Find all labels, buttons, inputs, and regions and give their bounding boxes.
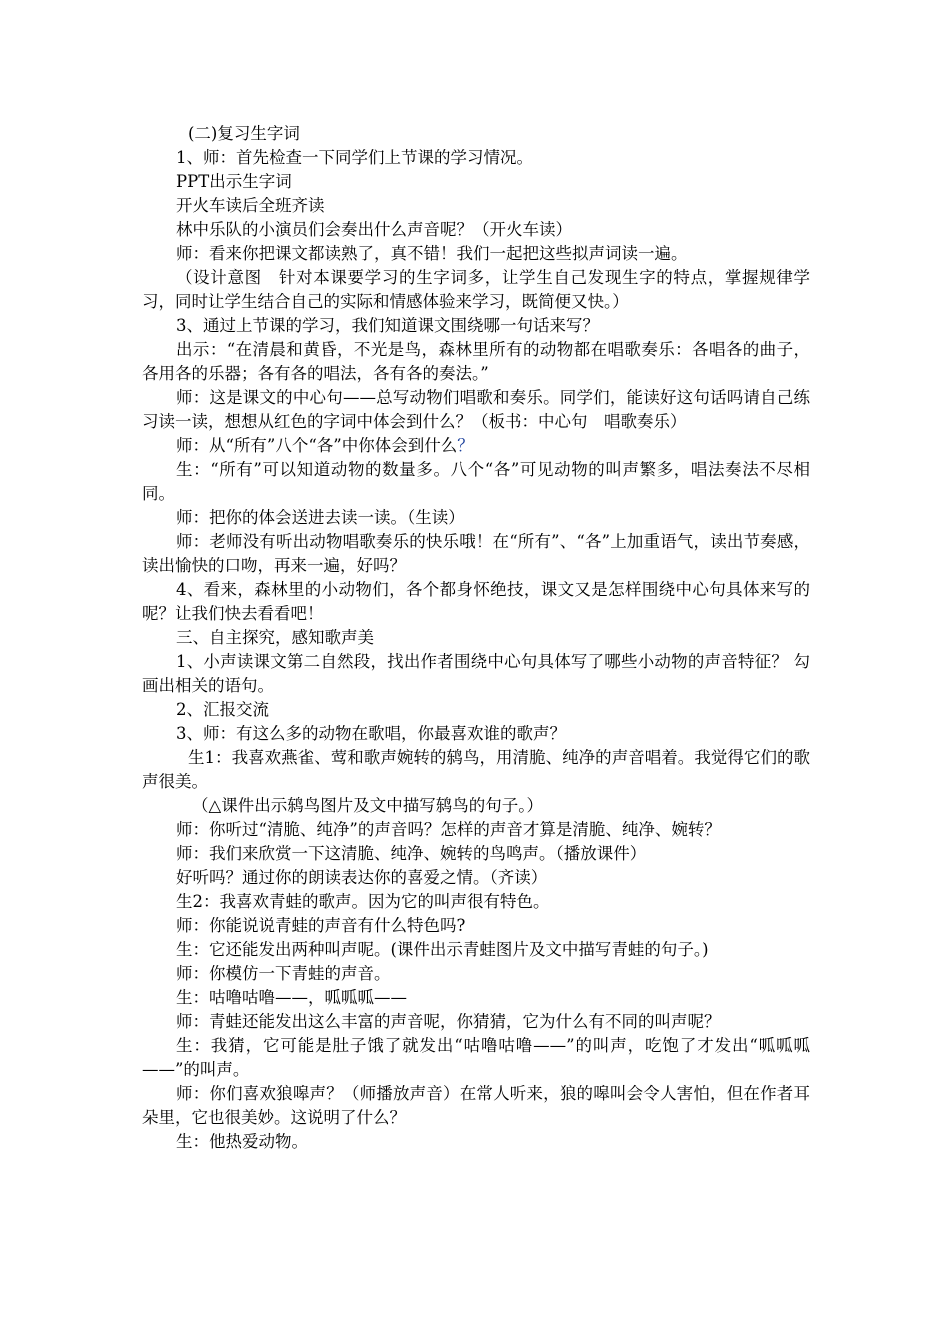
section-heading: (二)复习生字词: [188, 124, 300, 143]
paragraph: 3、通过上节课的学习，我们知道课文围绕哪一句话来写？: [176, 316, 599, 335]
paragraph: 师：看来你把课文都读熟了，真不错！我们一起把这些拟声词读一遍。: [176, 244, 688, 263]
lesson-text-body: [142, 122, 810, 1154]
paragraph: 师：青蛙还能发出这么丰富的声音呢，你猜猜，它为什么有不同的叫声呢？: [176, 1012, 721, 1031]
central-sentence-quote: 出示：“在清晨和黄昏，不光是鸟，森林里所有的动物都在唱歌奏乐：各唱各的曲子，各用各的乐器；各有各的唱法，各有各的奏法。”: [142, 340, 810, 383]
paragraph-text: 师：从“所有”八个“各”中你体会到什么: [176, 436, 458, 455]
paragraph: 3、师：有这么多的动物在歌唱，你最喜欢谁的歌声？: [176, 724, 566, 743]
paragraph: 开火车读后全班齐读: [176, 196, 325, 215]
paragraph: 生：他热爱动物。: [176, 1132, 308, 1151]
paragraph: 4、看来，森林里的小动物们，各个都身怀绝技，课文又是怎样围绕中心句具体来写的呢？让我们快去看看吧！: [142, 580, 810, 623]
paragraph: 生2：我喜欢青蛙的歌声。因为它的叫声很有特色。: [176, 892, 550, 911]
paragraph: [142, 434, 810, 458]
paragraph: 师：老师没有听出动物唱歌奏乐的快乐哦！在“所有”、“各”上加重语气，读出节奏感，读出愉快的口吻，再来一遍，好吗？: [142, 532, 810, 575]
paragraph: 师：我们来欣赏一下这清脆、纯净、婉转的鸟鸣声。（播放课件）: [176, 844, 647, 863]
paragraph: 师：你模仿一下青蛙的声音。: [176, 964, 391, 983]
paragraph: 生：它还能发出两种叫声呢。(课件出示青蛙图片及文中描写青蛙的句子。): [176, 940, 709, 959]
section-heading: 三、自主探究，感知歌声美: [176, 628, 374, 647]
paragraph: 师：你听过“清脆、纯净”的声音吗？怎样的声音才算是清脆、纯净、婉转？: [176, 820, 721, 839]
courseware-note: （△课件出示鸫鸟图片及文中描写鸫鸟的句子。）: [192, 796, 543, 815]
paragraph: 1、小声读课文第二自然段，找出作者围绕中心句具体写了哪些小动物的声音特征？ 勾画出相关的语句。: [142, 652, 810, 695]
paragraph: 生：“所有”可以知道动物的数量多。八个“各”可见动物的叫声繁多，唱法奏法不尽相同。: [142, 460, 810, 503]
paragraph: 师：把你的体会送进去读一读。（生读）: [176, 508, 465, 527]
paragraph: 师：这是课文的中心句——总写动物们唱歌和奏乐。同学们，能读好这句话吗请自己练习读一读，想想从红色的字词中体会到什么？（板书：中心句 唱歌奏乐）: [142, 388, 810, 431]
question-mark: ？: [457, 436, 474, 455]
paragraph: 林中乐队的小演员们会奏出什么声音呢？（开火车读）: [176, 220, 572, 239]
paragraph: 好听吗？通过你的朗读表达你的喜爱之情。（齐读）: [176, 868, 548, 887]
paragraph: 生1：我喜欢燕雀、莺和歌声婉转的鸫鸟，用清脆、纯净的声音唱着。我觉得它们的歌声很美。: [142, 748, 810, 791]
paragraph: PPT出示生字词: [176, 172, 292, 191]
paragraph: 1、师：首先检查一下同学们上节课的学习情况。: [176, 148, 533, 167]
paragraph: 生：咕噜咕噜——，呱呱呱——: [176, 988, 407, 1007]
paragraph: 师：你能说说青蛙的声音有什么特色吗?: [176, 916, 466, 935]
paragraph: 2、汇报交流: [176, 700, 269, 719]
paragraph: 师：你们喜欢狼嗥声？（师播放声音）在常人听来，狼的嗥叫会令人害怕，但在作者耳朵里，它也很美妙。这说明了什么？: [142, 1084, 810, 1127]
design-intent-note: （设计意图 针对本课要学习的生字词多，让学生自己发现生字的特点，掌握规律学习，同时让学生结合自己的实际和情感体验来学习，既简便又快。）: [142, 268, 810, 311]
paragraph: 生：我猜，它可能是肚子饿了就发出“咕噜咕噜——”的叫声，吃饱了才发出“呱呱呱——”的叫声。: [142, 1036, 810, 1079]
